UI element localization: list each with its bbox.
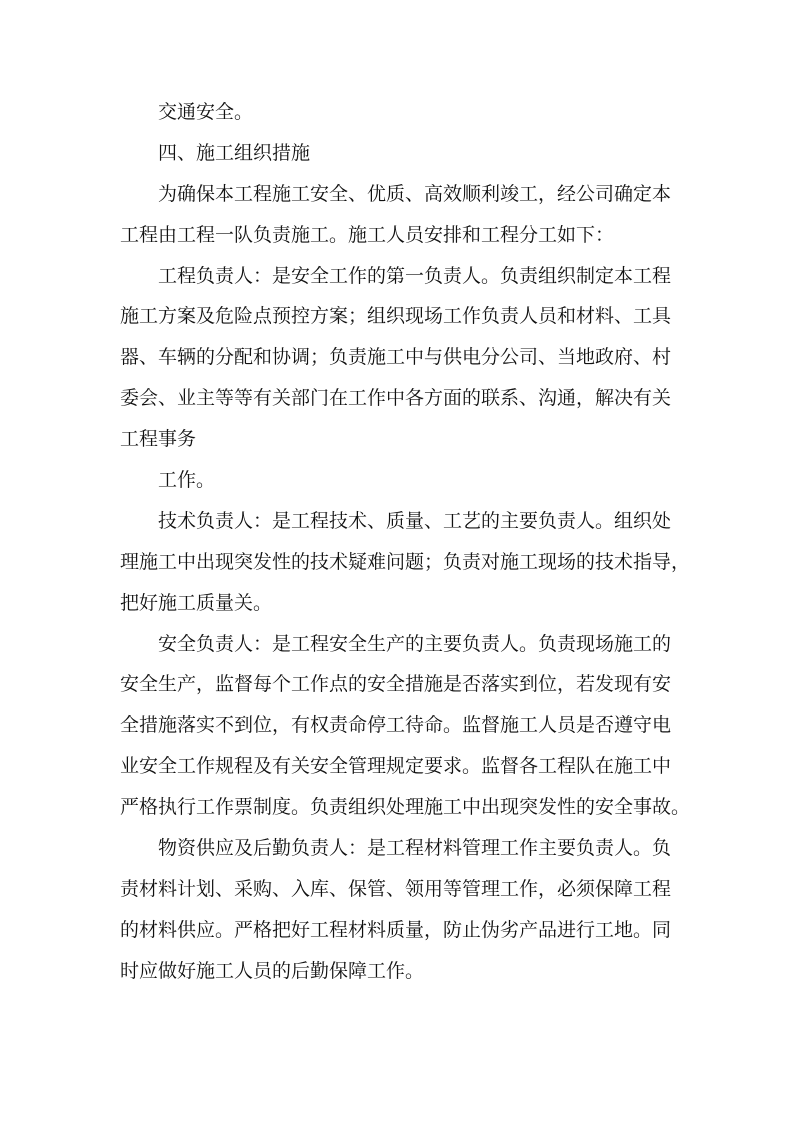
text-line: 为确保本工程施工安全、优质、高效顺利竣工，经公司确定本 bbox=[158, 182, 672, 205]
text-line: 严格执行工作票制度。负责组织处理施工中出现突发性的安全事故。 bbox=[120, 796, 691, 819]
text-line: 工作。 bbox=[158, 469, 216, 492]
text-line: 业安全工作规程及有关安全管理规定要求。监督各工程队在施工中 bbox=[120, 755, 672, 778]
text-line: 理施工中出现突发性的技术疑难问题；负责对施工现场的技术指导， bbox=[120, 550, 691, 573]
text-line: 物资供应及后勤负责人：是工程材料管理工作主要负责人。负 bbox=[158, 837, 672, 860]
text-line: 责材料计划、采购、入库、保管、领用等管理工作，必须保障工程 bbox=[120, 877, 672, 900]
text-line: 的材料供应。严格把好工程材料质量，防止伪劣产品进行工地。同 bbox=[120, 918, 672, 941]
text-line: 施工方案及危险点预控方案；组织现场工作负责人员和材料、工具 bbox=[120, 305, 672, 328]
text-line: 委会、业主等等有关部门在工作中各方面的联系、沟通，解决有关 bbox=[120, 387, 672, 410]
text-line: 把好施工质量关。 bbox=[120, 591, 273, 614]
text-line: 安全生产，监督每个工作点的安全措施是否落实到位，若发现有安 bbox=[120, 673, 672, 696]
text-line: 器、车辆的分配和协调；负责施工中与供电分公司、当地政府、村 bbox=[120, 346, 672, 369]
text-line: 全措施落实不到位，有权责命停工待命。监督施工人员是否遵守电 bbox=[120, 714, 672, 737]
text-line: 四、施工组织措施 bbox=[158, 141, 311, 164]
text-line: 工程由工程一队负责施工。施工人员安排和工程分工如下： bbox=[120, 223, 615, 246]
text-line: 安全负责人：是工程安全生产的主要负责人。负责现场施工的 bbox=[158, 632, 672, 655]
text-line: 时应做好施工人员的后勤保障工作。 bbox=[120, 959, 425, 982]
text-line: 交通安全。 bbox=[158, 101, 254, 123]
text-line: 工程事务 bbox=[120, 428, 197, 451]
text-line: 工程负责人：是安全工作的第一负责人。负责组织制定本工程 bbox=[158, 264, 672, 287]
text-line: 技术负责人：是工程技术、质量、工艺的主要负责人。组织处 bbox=[158, 509, 672, 532]
document-body bbox=[120, 92, 691, 992]
